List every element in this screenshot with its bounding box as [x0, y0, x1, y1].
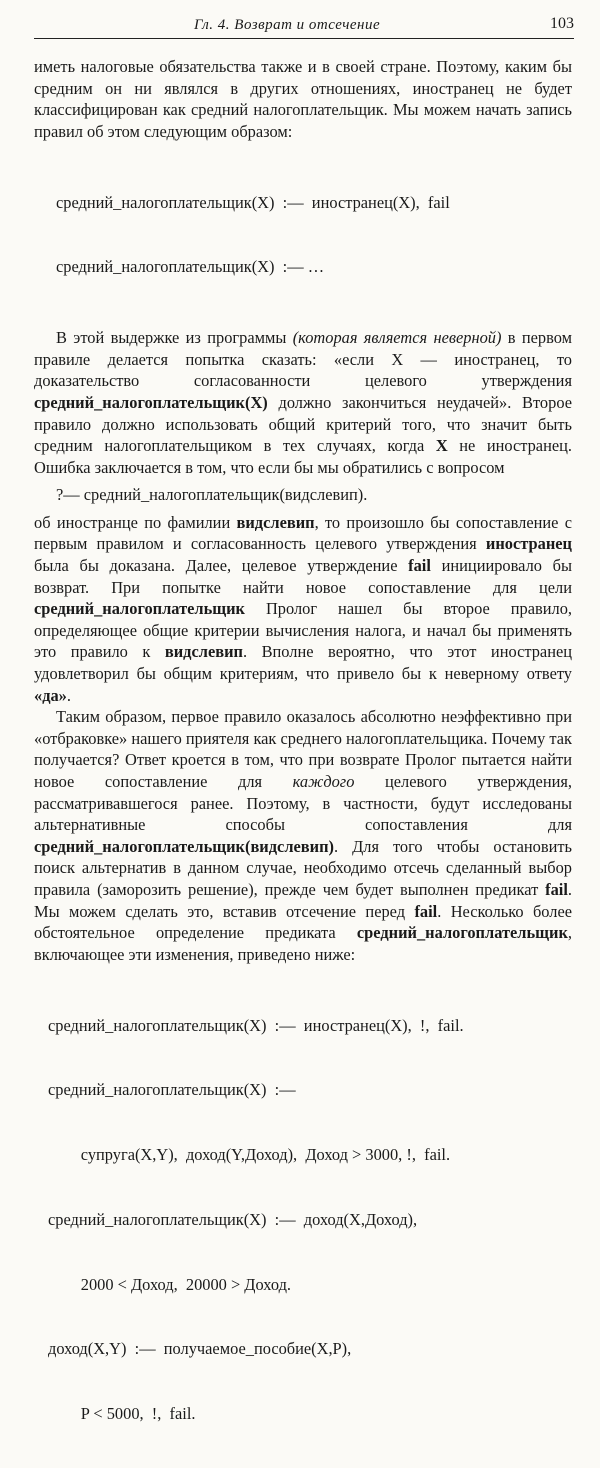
- bold-run: иностранец: [485, 534, 572, 554]
- code-line: P < 5000, !, fail.: [48, 1404, 196, 1424]
- code-line: средний_налогоплательщик(X) :— …: [56, 257, 325, 277]
- bold-run: X: [435, 436, 448, 456]
- text-run: .: [66, 685, 71, 705]
- text-run: В этой выдержке из программы: [56, 328, 293, 348]
- bold-run: видслевип: [236, 512, 315, 532]
- paragraph-4: [34, 706, 572, 965]
- text-run: в первом правиле делается попытка сказать: «если X — иностранец, то доказательство согласованности целевого утверждения: [34, 328, 572, 391]
- code-line: средний_налогоплательщик(X) :— иностранец(X), !, fail.: [48, 1015, 464, 1035]
- code-line: средний_налогоплательщик(X) :— доход(X,Доход),: [48, 1209, 418, 1229]
- text-run: инициировало бы возврат. При попытке найти новое сопоставление для цели: [34, 556, 572, 597]
- text-run: целевого утверждения, рассматривавшегося ранее. Поэтому, в частности, будут исследованы альтернативные способы сопоставления для: [34, 772, 572, 835]
- text-run: об иностранце по фамилии: [34, 512, 237, 532]
- text-run: . Для того чтобы остановить поиск альтернатив в данном случае, необходимо отсечь сделанный выбор правила (заморозить решение), прежде чем будет выполнен предикат: [34, 836, 572, 899]
- bold-run: видслевип: [164, 642, 243, 662]
- italic-run: (которая является неверной): [292, 328, 502, 348]
- code-block-2: [48, 971, 572, 1468]
- chapter-title: Гл. 4. Возврат и отсечение: [194, 17, 381, 33]
- page-body: [34, 56, 572, 1468]
- text-run: Таким образом, первое правило оказалось абсолютно неэффективно при «отбраковке» нашего приятеля как среднего налогоплательщика. Почему так получается? Ответ кроется в том, что при возврате Пролог пытается найти новое сопоставление для: [34, 707, 572, 791]
- code-block-1: [56, 148, 572, 321]
- code-line: супруга(X,Y), доход(Y,Доход), Доход > 3000, !, fail.: [48, 1145, 451, 1165]
- text-run: . Несколько более обстоятельное определение предиката: [34, 901, 573, 943]
- italic-run: каждого: [292, 772, 355, 791]
- text-run: была бы доказана. Далее, целевое утверждение: [34, 556, 409, 576]
- running-header: [34, 14, 574, 39]
- bold-run: средний_налогоплательщик: [356, 923, 568, 943]
- paragraph-2: [34, 327, 572, 478]
- paragraph-1: иметь налоговые обязательства также и в своей стране. Поэтому, каким бы средним он ни являлся в других отношениях, иностранец не будет классифицирован как средний налогоплательщик. Мы можем начать запись правил об этом следующим образом:: [34, 57, 572, 141]
- bold-run: fail: [414, 901, 438, 921]
- text-run: . Мы можем сделать это, вставив отсечение перед: [34, 879, 572, 921]
- text-run: не иностранец. Ошибка заключается в том, что если бы мы обратились с вопросом: [34, 436, 572, 477]
- bold-run: fail: [545, 879, 568, 899]
- query-line: ?— средний_налогоплательщик(видслевип).: [56, 485, 368, 505]
- code-line: доход(X,Y) :— получаемое_пособие(X,P),: [48, 1339, 352, 1359]
- bold-run: средний_налогоплательщик(X): [34, 392, 268, 412]
- bold-run: «да»: [34, 685, 67, 705]
- text-run: , то произошло бы сопоставление с первым правилом и согласованность целевого утверждения: [34, 512, 572, 554]
- text-run: , включающее эти изменения, приведено ниже:: [34, 923, 572, 964]
- bold-run: средний_налогоплательщик(видслевип): [34, 836, 334, 856]
- text-run: должно закончиться неудачей». Второе правило должно использовать общий критерий того, что значит быть средним налогоплательщиком в тех случаях, когда: [34, 392, 572, 456]
- paragraph-3: [34, 512, 572, 706]
- page-number: 103: [550, 15, 574, 32]
- code-line: средний_налогоплательщик(X) :—: [48, 1080, 296, 1100]
- text-run: . Вполне вероятно, что этот иностранец удовлетворил бы общим критериям, что привело бы к неверному ответу: [34, 642, 573, 684]
- bold-run: fail: [408, 556, 431, 576]
- code-line: средний_налогоплательщик(X) :— иностранец(X), fail: [56, 192, 450, 212]
- text-run: Пролог нашел бы второе правило, определяющее общие критерии вычисления налога, и начал бы применять это правило к: [34, 599, 572, 662]
- code-line: 2000 < Доход, 20000 > Доход.: [48, 1274, 292, 1294]
- bold-run: средний_налогоплательщик: [34, 599, 245, 619]
